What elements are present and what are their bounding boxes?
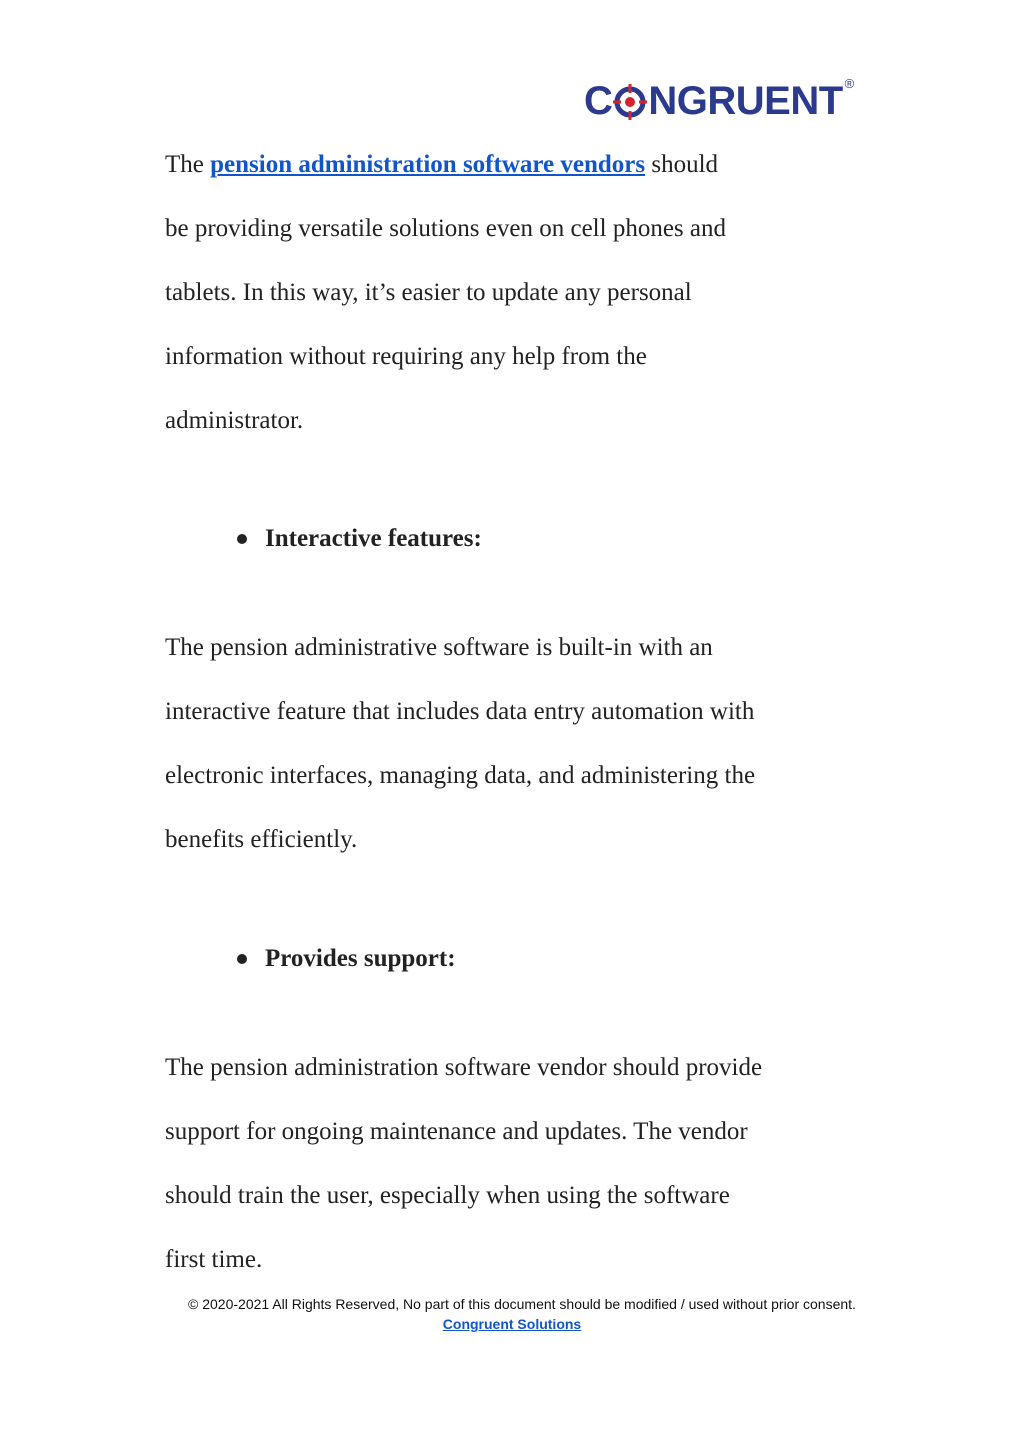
paragraph-text: should <box>645 151 719 178</box>
paragraph-line: tablets. In this way, it’s easier to update any personal <box>165 279 692 306</box>
paragraph-line: administrator. <box>165 407 304 434</box>
paragraph-line: be providing versatile solutions even on cell phones and <box>165 215 726 242</box>
pension-vendors-link[interactable]: pension administration software vendors <box>210 151 646 178</box>
paragraph-text: The <box>165 151 211 178</box>
paragraph-line: first time. <box>165 1246 263 1273</box>
heading-text: Provides support: <box>265 945 456 972</box>
paragraph-line: benefits efficiently. <box>165 826 358 853</box>
congruent-logo <box>584 78 854 124</box>
logo-letters-ngruent: NGRUENT <box>648 79 843 123</box>
paragraph-interactive <box>165 616 865 872</box>
paragraph-line: The pension administration software vendor should provide <box>165 1054 763 1081</box>
paragraph-line: should train the user, especially when using the software <box>165 1182 730 1209</box>
paragraph-line <box>165 133 865 197</box>
target-o-icon <box>613 81 647 121</box>
paragraph-line: interactive feature that includes data entry automation with <box>165 698 755 725</box>
bullet-icon <box>237 534 247 544</box>
paragraph-line: information without requiring any help from the <box>165 343 647 370</box>
paragraph-line: support for ongoing maintenance and updates. The vendor <box>165 1118 748 1145</box>
paragraph-support <box>165 1036 865 1292</box>
document-body <box>165 133 865 1292</box>
paragraph-line: electronic interfaces, managing data, and administering the <box>165 762 756 789</box>
page-footer <box>0 1294 1024 1334</box>
bullet-icon <box>237 954 247 964</box>
heading-text: Interactive features: <box>265 525 482 552</box>
heading-provides-support <box>165 927 865 991</box>
registered-mark: ® <box>844 76 855 91</box>
paragraph-vendors-versatile <box>165 133 865 453</box>
copyright-notice: © 2020-2021 All Rights Reserved, No part of this document should be modified / used without prior consent. <box>188 1296 856 1312</box>
heading-interactive-features <box>165 507 865 571</box>
logo-wordmark <box>584 81 843 121</box>
congruent-solutions-link[interactable]: Congruent Solutions <box>442 1316 582 1332</box>
paragraph-line: The pension administrative software is built-in with an <box>165 634 713 661</box>
logo-letter-c: C <box>584 79 613 123</box>
